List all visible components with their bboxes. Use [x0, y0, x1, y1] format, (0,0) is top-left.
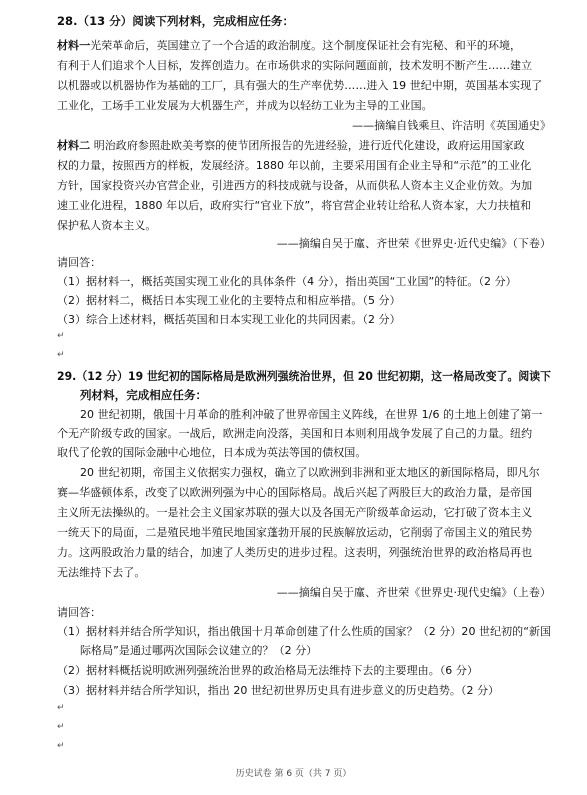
paragraph-mark: ↵ [57, 703, 65, 713]
q28-material2-line-5: 保护私人资本主义。 [57, 219, 157, 232]
material1-label: 材料一 [57, 39, 91, 52]
q29-ask: 请回答： [57, 606, 102, 619]
q29-para2-line-6: 无法维持下去了。 [57, 566, 146, 579]
q28-question-1: （1）据材料一，概括英国实现工业化的具体条件（4 分），指出英国“工业国”的特征。（2 分） [57, 275, 517, 288]
q29-question-1b: 际格局”是通过哪两次国际会议建立的？（2 分） [80, 644, 318, 657]
q28-material2-line-3: 方针，国家投资兴办官营企业，引进西方的科技成就与设备，从而供私人资本主义企业仿效。为加 [57, 179, 533, 192]
q28-material1-source: ——摘编自钱乘旦、许洁明《英国通史》 [352, 119, 551, 132]
q29-para1-line-3: 取代了伦敦的国际金融中心地位，日本成为英法等国的债权国。 [57, 446, 367, 459]
q28-material2-source: ——摘编自吴于廑、齐世荣《世界史·近代史编》（下卷） [276, 237, 551, 250]
q29-para2-line-3: 主义所无法操纵的。一是社会主义国家苏联的强大以及各国无产阶级革命运动，它打破了资本主义 [57, 506, 533, 519]
q28-material1-line-4: 工业化，工场手工业发展为大机器生产，并成为以轻纺工业为主导的工业国。 [57, 99, 433, 112]
q28-material2-line-2: 权的力量，按照西方的样板，发展经济。1880 年以前，主要采用国有企业主导和“示范”的工业化 [57, 159, 532, 172]
q28-material1-line-1: 材料一光荣革命后，英国建立了一个合适的政治制度。这个制度保证社会有宪秘、和平的环境， [57, 39, 522, 52]
q28-question-3: （3）综合上述材料，概括英国和日本实现工业化的共同因素。（2 分） [57, 313, 401, 326]
q28-material2-line-1: 材料二 明治政府参照赴欧美考察的使节团所报告的先进经验，进行近代化建设，政府运用国家政 [57, 139, 525, 152]
q28-material1-line-3: 以机器或以机器协作为基础的工厂，具有强大的生产率优势……进入 19 世纪中期，英国基本实现了 [57, 79, 543, 92]
q29-question-1a: （1）据材料并结合所学知识，指出俄国十月革命创建了什么性质的国家？（2 分）20 世纪初的“新国 [57, 625, 552, 638]
paragraph-mark: ↵ [57, 331, 65, 341]
page-footer: 历史试卷 第 6 页（共 7 页） [235, 769, 352, 779]
q29-para1-line-1: 20 世纪初期，俄国十月革命的胜利冲破了世界帝国主义阵线，在世界 1/6 的土地上创建了第一 [80, 408, 543, 421]
q28-ask: 请回答： [57, 256, 102, 269]
q28-material2-line-4: 速工业化进程，1880 年以后，政府实行“官业下放”，将官营企业转让给私人资本家，大力扶植和 [57, 199, 532, 212]
paragraph-mark: ↵ [57, 350, 65, 360]
q29-question-3: （3）据材料并结合所学知识，指出 20 世纪初世界历史具有进步意义的历史趋势。（2 分） [57, 684, 500, 697]
q29-para1-line-2: 个无产阶级专政的国家。一战后，欧洲走向没落，美国和日本则利用战争发展了自己的力量。纽约 [57, 427, 533, 440]
q28-question-2: （2）据材料二，概括日本实现工业化的主要特点和相应举措。（5 分） [57, 294, 401, 307]
q29-heading-line-2: 列材料，完成相应任务： [80, 388, 208, 402]
q28-material1-line-2: 有利于人们追求个人目标，发挥创造力。在市场供求的实际问题面前，技术发明不断产生……建立 [57, 59, 533, 72]
material2-label: 材料二 [57, 139, 91, 152]
paragraph-mark: ↵ [57, 741, 65, 751]
q29-para2-line-1: 20 世纪初期，帝国主义依据实力强权，确立了以欧洲到非洲和亚太地区的新国际格局，即凡尔 [80, 466, 540, 479]
q29-para2-line-2: 赛—华盛顿体系，改变了以欧洲列强为中心的国际格局。战后兴起了两股巨大的政治力量，是帝国 [57, 486, 533, 499]
q29-heading-line-1: 29.（12 分）19 世纪初的国际格局是欧洲列强统治世界，但 20 世纪初期，这一格局改变了。阅读下 [57, 369, 552, 383]
q29-question-2: （2）据材料概括说明欧洲列强统治世界的政治格局无法维持下去的主要理由。（6 分） [57, 664, 478, 677]
q29-para2-line-5: 力。这两股政治力量的结合，加速了人类历史的进步过程。这表明，列强统治世界的政治格局再也 [57, 546, 533, 559]
q29-para2-line-4: 一统天下的局面，二是殖民地半殖民地国家蓬勃开展的民族解放运动，它削弱了帝国主义的殖民势 [57, 526, 533, 539]
q28-heading: 28.（13 分）阅读下列材料，完成相应任务： [57, 14, 295, 28]
q29-source: ——摘编自吴于廑、齐世荣《世界史·现代史编》（上卷） [276, 586, 551, 599]
paragraph-mark: ↵ [57, 722, 65, 732]
